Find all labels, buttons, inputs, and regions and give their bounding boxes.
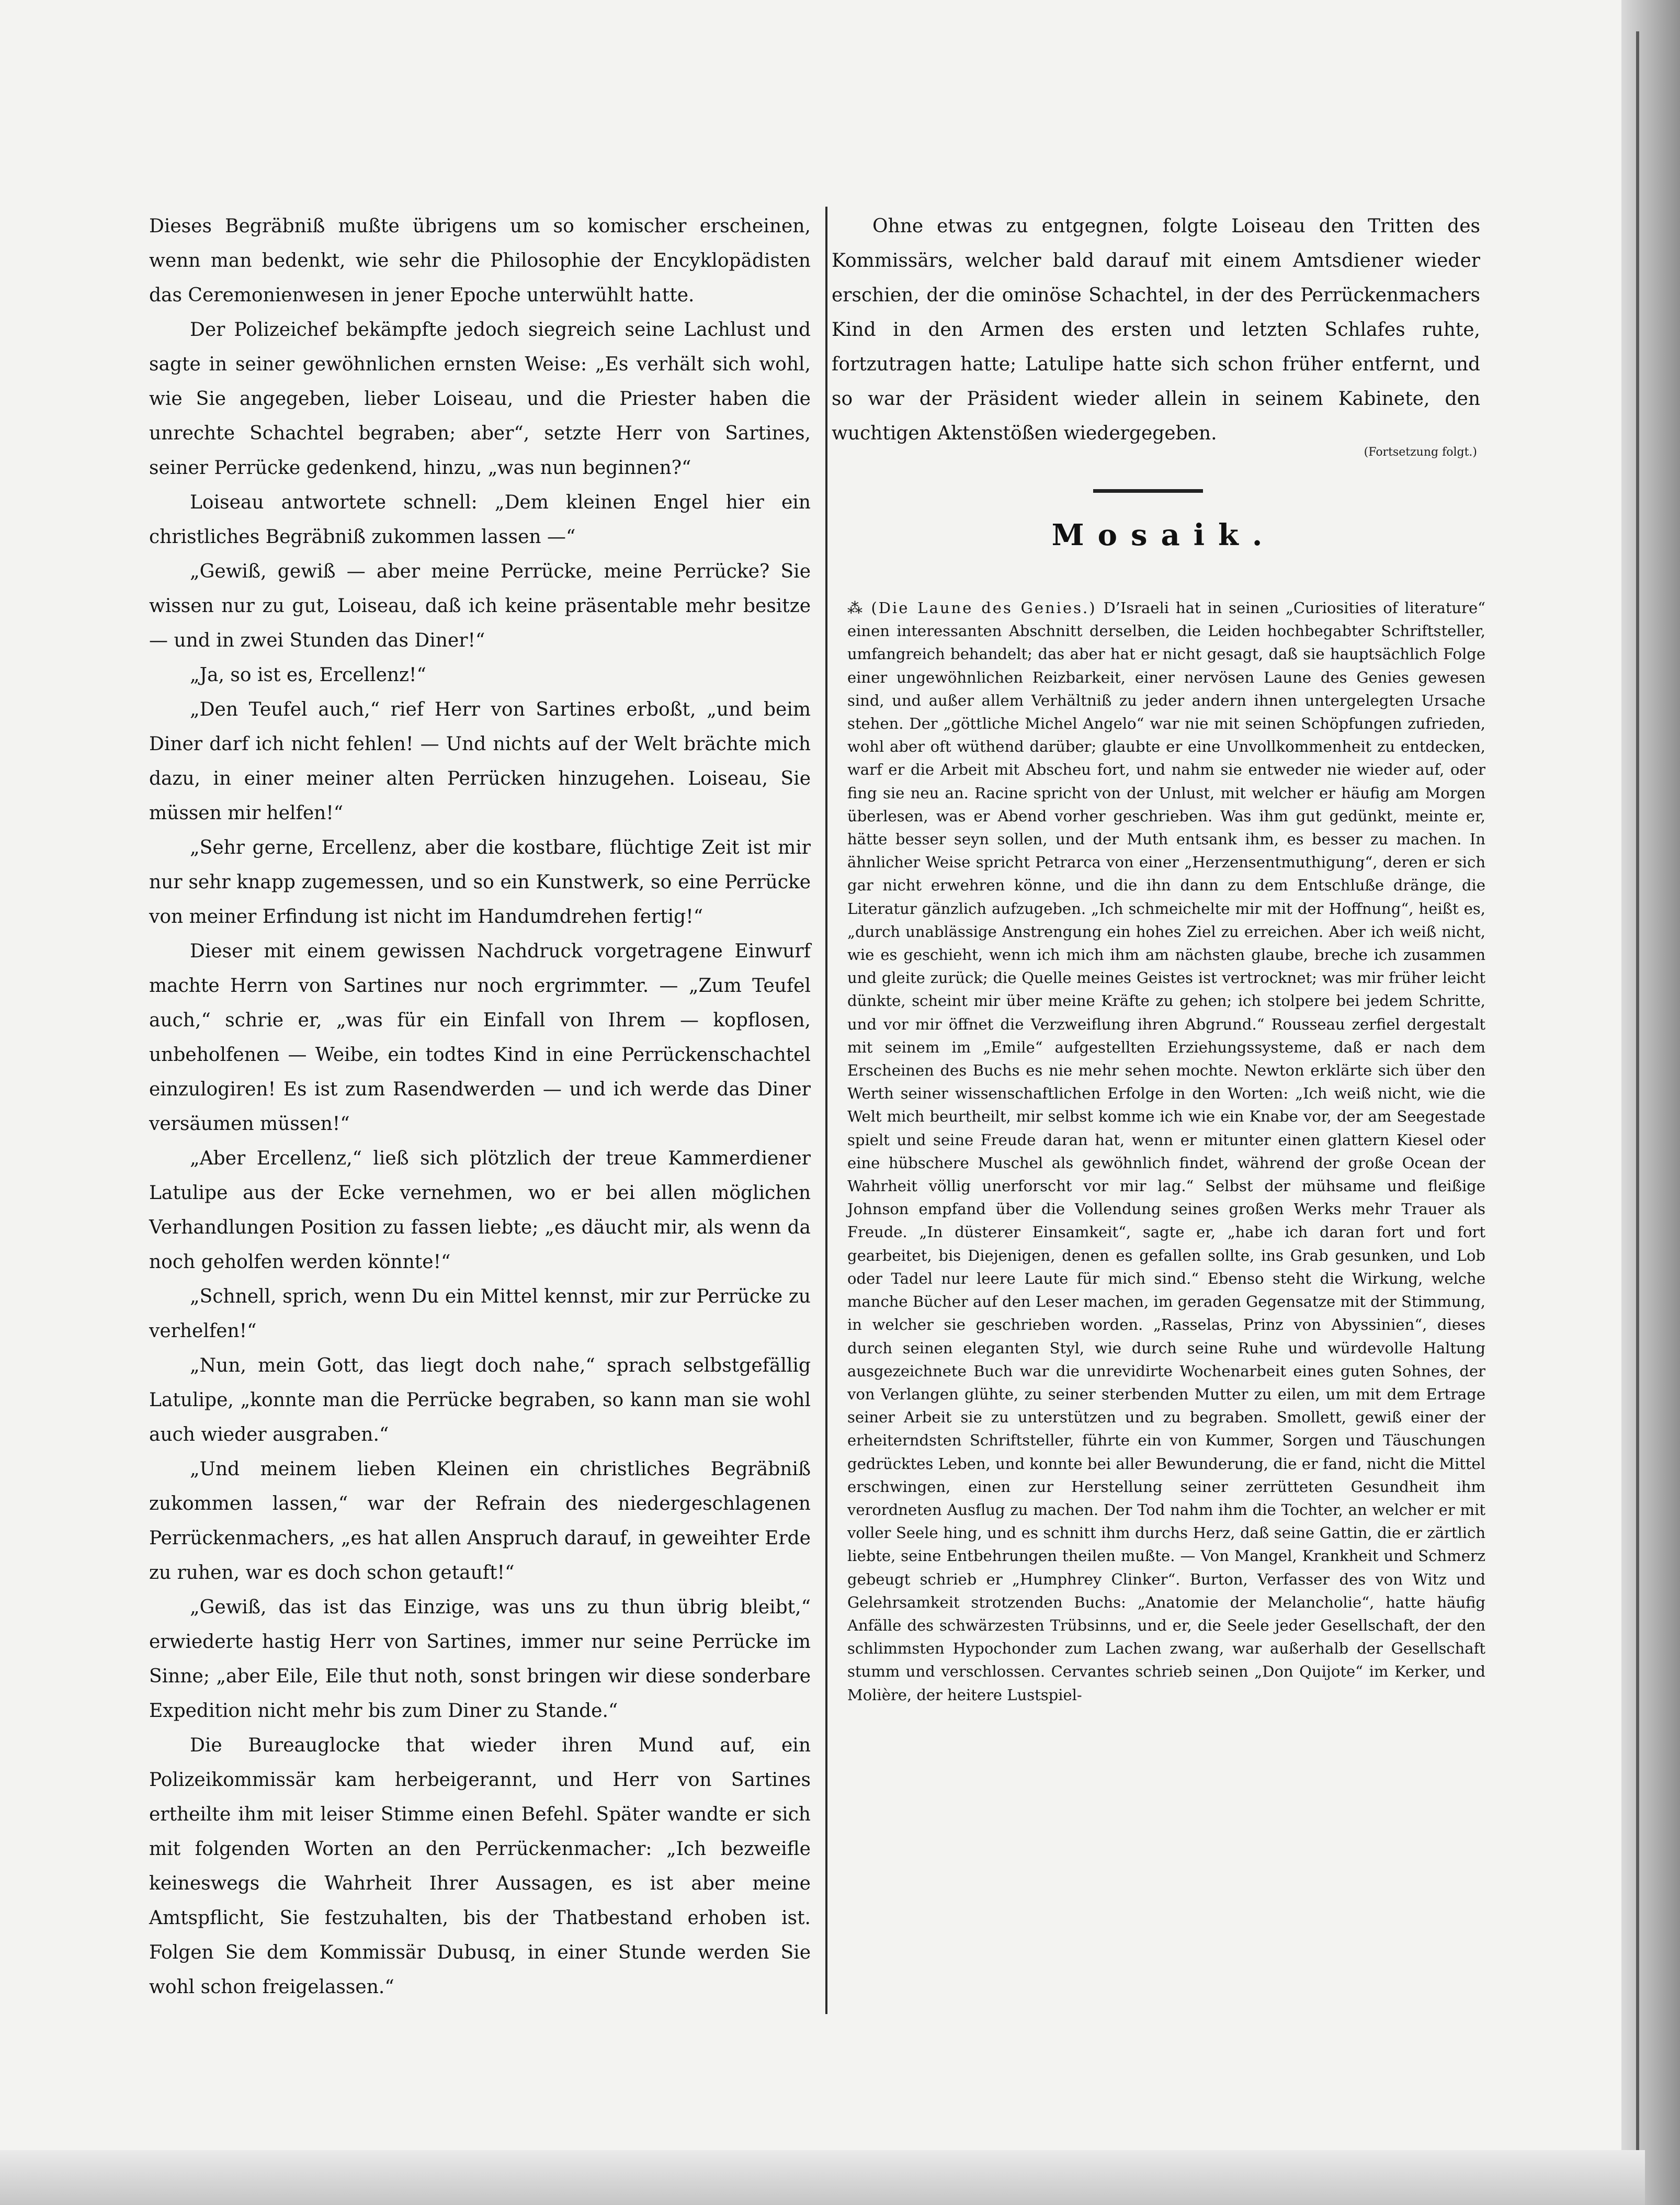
item-marker: ⁂ xyxy=(847,599,865,617)
paragraph: „Den Teufel auch,“ rief Herr von Sartines erboßt, „und beim Diner darf ich nicht fehlen! — Und nichts auf der Welt brächte mich dazu, in einer meiner alten Perrücken hinzugehen. Loiseau, Sie müssen mir helfen!“ xyxy=(149,699,811,824)
paragraph: „Gewiß, gewiß — aber meine Perrücke, meine Perrücke? Sie wissen nur zu gut, Loiseau, daß ich keine präsentable mehr besitze — und in zwei Stunden das Diner!“ xyxy=(149,561,811,651)
paragraph: Loiseau antwortete schnell: „Dem kleinen Engel hier ein christliches Begräbniß zukommen lassen —“ xyxy=(149,492,811,548)
section-separator-rule xyxy=(1093,489,1203,493)
paragraph: „Nun, mein Gott, das liegt doch nahe,“ sprach selbstgefällig Latulipe, „konnte man die Perrücke begraben, so kann man sie wohl auch wieder ausgraben.“ xyxy=(149,1355,811,1445)
column-divider xyxy=(825,207,827,2014)
item-title: (Die Laune des Genies.) xyxy=(871,599,1097,617)
section-heading: Mosaik. xyxy=(1051,518,1276,552)
paragraph: „Ja, so ist es, Ercellenz!“ xyxy=(190,664,426,686)
mosaik-article xyxy=(847,596,1485,1706)
paragraph: Die Bureauglocke that wieder ihren Mund auf, ein Polizeikommissär kam herbeigerannt, und Herr von Sartines ertheilte ihm mit leiser Stimme einen Befehl. Später wandte er sich mit folgenden Worten an den Perrückenmacher: „Ich bezweifle keineswegs die Wahrheit Ihrer Aussagen, es ist aber meine Amtspflicht, Sie festzuhalten, bis der Thatbestand erhoben ist. Folgen Sie dem Kommissär Dubusq, in einer Stunde werden Sie wohl schon freigelassen.“ xyxy=(149,1735,811,1998)
page-border-rule xyxy=(1636,31,1639,2166)
article-paragraph xyxy=(847,596,1485,1706)
paragraph: Der Polizeichef bekämpfte jedoch siegreich seine Lachlust und sagte in seiner gewöhnlichen ernsten Weise: „Es verhält sich wohl, wie Sie angegeben, lieber Loiseau, und die Priester haben die unrechte Schachtel begraben; aber“, setzte Herr von Sartines, seiner Perrücke gedenkend, hinzu, „was nun beginnen?“ xyxy=(149,319,811,479)
paragraph: Ohne etwas zu entgegnen, folgte Loiseau den Tritten des Kommissärs, welcher bald darauf mit einem Amtsdiener wieder erschien, der die ominöse Schachtel, in der des Perrückenmachers Kind in den Armen des ersten und letzten Schlafes ruhte, fortzutragen hatte; Latulipe hatte sich schon früher entfernt, und so war der Präsident wieder allein in seinem Kabinete, den wuchtigen Aktenstößen wiedergegeben. xyxy=(832,216,1480,444)
paragraph: „Und meinem lieben Kleinen ein christliches Begräbniß zukommen lassen,“ war der Refrain des niedergeschlagenen Perrückenmachers, „es hat allen Anspruch darauf, in geweihter Erde zu ruhen, war es doch schon getauft!“ xyxy=(149,1458,811,1584)
right-column-intro xyxy=(832,209,1480,451)
continued-note: (Fortsetzung folgt.) xyxy=(1364,446,1477,459)
left-column xyxy=(149,209,811,2005)
item-text: D’Israeli hat in seinen „Curiosities of literature“ einen interessanten Abschnitt derselben, die Leiden hochbegabter Schriftsteller, umfangreich behandelt; das aber hat er nicht gesagt, daß sie hauptsächlich Folge einer ungewöhnlichen Reizbarkeit, einer nervösen Laune des Genies gewesen sind, und außer allem Verhältniß zu jeder andern ihnen untergelegten Ursache stehen. Der „göttliche Michel Angelo“ war nie mit seinen Schöpfungen zufrieden, wohl aber oft wüthend darüber; glaubte er eine Unvollkommenheit zu entdecken, warf er die Arbeit mit Abscheu fort, und nahm sie entweder nie wieder auf, oder fing sie neu an. Racine spricht von der Unlust, mit welcher er häufig am Morgen überlesen, was er Abend vorher geschrieben. Was ihm gut gedünkt, meinte er, hätte besser seyn sollen, und der Muth entsank ihm, es besser zu machen. In ähnlicher Weise spricht Petrarca von einer „Herzensentmuthigung“, deren er sich gar nicht erwehren könne, und die ihn dann zu dem Entschluße dränge, die Literatur gänzlich aufzugeben. „Ich schmeichelte mir mit der Hoffnung“, heißt es, „durch unablässige Anstrengung ein hohes Ziel zu erreichen. Aber ich weiß nicht, wie es geschieht, wenn ich mich ihm am nächsten glaube, breche ich zusammen und gleite zurück; die Quelle meines Geistes ist vertrocknet; was mir früher leicht dünkte, scheint mir über meine Kräfte zu gehen; ich stolpere bei jedem Schritte, und vor mir öffnet die Verzweiflung ihren Abgrund.“ Rousseau zerfiel dergestalt mit seinem im „Emile“ aufgestellten Erziehungssysteme, daß er nach dem Erscheinen des Buchs es nie mehr sehen mochte. Newton erklärte sich über den Werth seiner wissenschaftlichen Erfolge in den Worten: „Ich weiß nicht, wie die Welt mich beurtheilt, mir selbst komme ich wie ein Knabe vor, der am Seegestade spielt und seine Freude daran hat, wenn er mitunter einen glattern Kiesel oder eine hübschere Muschel als gewöhnlich findet, während der große Ocean der Wahrheit völlig unerforscht vor mir lag.“ Selbst der mühsame und fleißige Johnson empfand über die Vollendung seines großen Werks mehr Trauer als Freude. „In düsterer Einsamkeit“, sagte er, „habe ich daran fort und fort gearbeitet, bis Diejenigen, denen es gefallen sollte, ins Grab gesunken, und Lob oder Tadel nur leere Laute für mich sind.“ Ebenso steht die Wirkung, welche manche Bücher auf den Leser machen, im geraden Gegensatze mit der Stimmung, in welcher sie geschrieben worden. „Rasselas, Prinz von Abyssinien“, dieses durch seinen eleganten Styl, wie durch seine Ruhe und würdevolle Haltung ausgezeichnete Buch war die unrevidirte Wochenarbeit eines guten Sohnes, der von Verlangen glühte, zu seiner sterbenden Mutter zu eilen, um mit dem Ertrage seiner Arbeit sie zu unterstützen und zu begraben. Smollett, gewiß einer der erheiterndsten Schriftsteller, führte ein von Kummer, Sorgen und Täuschungen gedrücktes Leben, und konnte bei aller Bewunderung, die er fand, nicht die Mittel erschwingen, einen zur Herstellung seiner zerrütteten Gesundheit ihm verordneten Ausflug zu machen. Der Tod nahm ihm die Tochter, an welcher er mit voller Seele hing, und es schnitt ihm durchs Herz, daß seine Gattin, die er zärtlich liebte, seine Entbehrungen theilen mußte. — Von Mangel, Krankheit und Schmerz gebeugt schrieb er „Humphrey Clinker“. Burton, Verfasser des von Witz und Gelehrsamkeit strotzenden Buchs: „Anatomie der Melancholie“, hatte häufig Anfälle des schwärzesten Trübsinns, und er, die Seele jeder Gesellschaft, der den schlimmsten Hypochonder zum Lachen zwang, war außerhalb der Gesellschaft stumm und verschlossen. Cervantes schrieb seinen „Don Quijote“ im Kerker, und Molière, der heitere Lustspiel- xyxy=(847,599,1486,1704)
paragraph: Dieses Begräbniß mußte übrigens um so komischer erscheinen, wenn man bedenkt, wie sehr die Philosophie der Encyklopädisten das Ceremonienwesen in jener Epoche unterwühlt hatte. xyxy=(149,216,811,306)
paragraph: Dieser mit einem gewissen Nachdruck vorgetragene Einwurf machte Herrn von Sartines nur noch ergrimmter. — „Zum Teufel auch,“ schrie er, „was für ein Einfall von Ihrem — kopflosen, unbeholfenen — Weibe, ein todtes Kind in eine Perrückenschachtel einzulogiren! Es ist zum Rasendwerden — und ich werde das Diner versäumen müssen!“ xyxy=(149,941,811,1135)
page-bottom-edge xyxy=(0,2150,1645,2205)
paragraph: „Sehr gerne, Ercellenz, aber die kostbare, flüchtige Zeit ist mir nur sehr knapp zugemessen, und so ein Kunstwerk, so eine Perrücke von meiner Erfindung ist nicht im Handumdrehen fertig!“ xyxy=(149,837,811,928)
paragraph: „Gewiß, das ist das Einzige, was uns zu thun übrig bleibt,“ erwiederte hastig Herr von Sartines, immer nur seine Perrücke im Sinne; „aber Eile, Eile thut noth, sonst bringen wir diese sonderbare Expedition nicht mehr bis zum Diner zu Stande.“ xyxy=(149,1597,811,1722)
paragraph: „Aber Ercellenz,“ ließ sich plötzlich der treue Kammerdiener Latulipe aus der Ecke vernehmen, wo er bei allen möglichen Verhandlungen Position zu fassen liebte; „es däucht mir, als wenn da noch geholfen werden könnte!“ xyxy=(149,1148,811,1273)
page-edge-shadow xyxy=(1621,0,1680,2205)
paragraph: „Schnell, sprich, wenn Du ein Mittel kennst, mir zur Perrücke zu verhelfen!“ xyxy=(149,1286,811,1342)
